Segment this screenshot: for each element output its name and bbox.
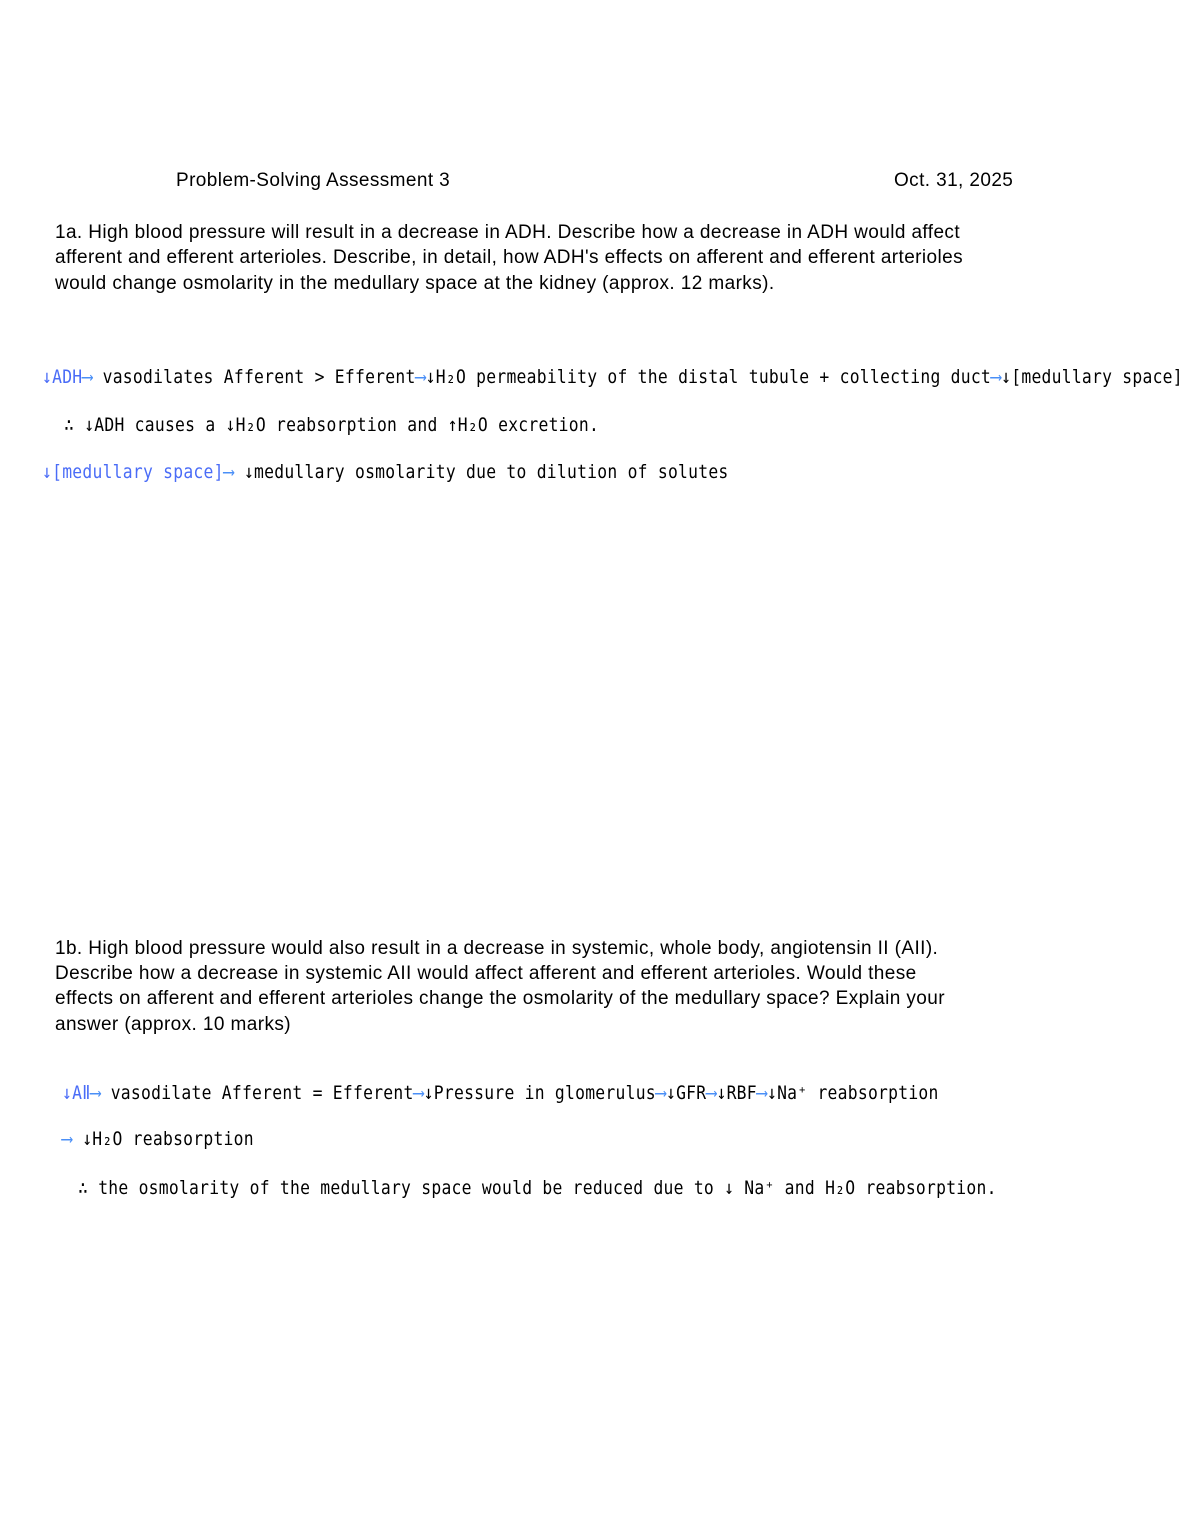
- down-arrow-icon: ↓: [1001, 366, 1012, 388]
- medullary-space-text: [medullary space]: [1011, 366, 1183, 388]
- medullary-space-label: ↓[medullary space]: [42, 461, 224, 483]
- vasodilation-text: vasodilates Afferent > Efferent: [102, 366, 416, 388]
- osmolarity-text: ↓medullary osmolarity due to dilution of solutes: [243, 461, 729, 483]
- arrow-icon: ⟶: [655, 1082, 666, 1104]
- rbf-text: ↓RBF: [716, 1082, 757, 1104]
- arrow-icon: ⟶: [62, 1128, 73, 1150]
- question-1b-line: Describe how a decrease in systemic AII would affect afferent and efferent arterioles. Would these: [55, 963, 917, 984]
- answer-1b-line-2: [62, 1128, 254, 1150]
- vasodilation-text: vasodilate Afferent = Efferent: [110, 1082, 414, 1104]
- gfr-text: ↓GFR: [665, 1082, 707, 1104]
- question-1b-line: 1b. High blood pressure would also result in a decrease in systemic, whole body, angiotensin II (AII).: [55, 938, 939, 959]
- arrow-icon: ⟶: [82, 366, 93, 388]
- permeability-text: ↓H₂O permeability of the distal tubule + collecting duct: [425, 366, 992, 388]
- question-1a-line: would change osmolarity in the medullary space at the kidney (approx. 12 marks).: [55, 273, 775, 294]
- question-1a-line: afferent and efferent arterioles. Describe, in detail, how ADH's effects on afferent and efferent arterioles: [55, 247, 963, 268]
- assessment-title: Problem-Solving Assessment 3: [176, 170, 451, 191]
- answer-1b-line-1: [62, 1082, 939, 1104]
- pressure-text: ↓Pressure in glomerulus: [423, 1082, 656, 1104]
- question-1b-line: effects on afferent and efferent arterioles change the osmolarity of the medullary space? Explain your: [55, 988, 945, 1009]
- arrow-icon: ⟶: [706, 1082, 717, 1104]
- arrow-icon: ⟶: [415, 366, 426, 388]
- arrow-icon: ⟶: [413, 1082, 424, 1104]
- answer-1a-line-1: [42, 366, 1183, 388]
- sodium-text: ↓Na⁺ reabsorption: [766, 1082, 939, 1104]
- answer-1a-line-3: [42, 461, 729, 483]
- aii-decrease-label: ↓AⅡ: [62, 1082, 91, 1104]
- answer-1a-line-2: ∴ ↓ADH causes a ↓H₂O reabsorption and ↑H₂O excretion.: [64, 414, 600, 436]
- assessment-date: Oct. 31, 2025: [894, 170, 1014, 191]
- answer-1b-line-3: ∴ the osmolarity of the medullary space would be reduced due to ↓ Na⁺ and H₂O reabsorption.: [78, 1177, 997, 1199]
- arrow-icon: ⟶: [90, 1082, 101, 1104]
- question-1a-line: 1a. High blood pressure will result in a decrease in ADH. Describe how a decrease in ADH would affect: [55, 222, 960, 243]
- water-reabsorption-text: ↓H₂O reabsorption: [82, 1128, 254, 1150]
- question-1b-line: answer (approx. 10 marks): [55, 1014, 291, 1035]
- arrow-icon: ⟶: [223, 461, 234, 483]
- arrow-icon: ⟶: [991, 366, 1002, 388]
- adh-decrease-label: ↓ADH: [42, 366, 83, 388]
- arrow-icon: ⟶: [756, 1082, 767, 1104]
